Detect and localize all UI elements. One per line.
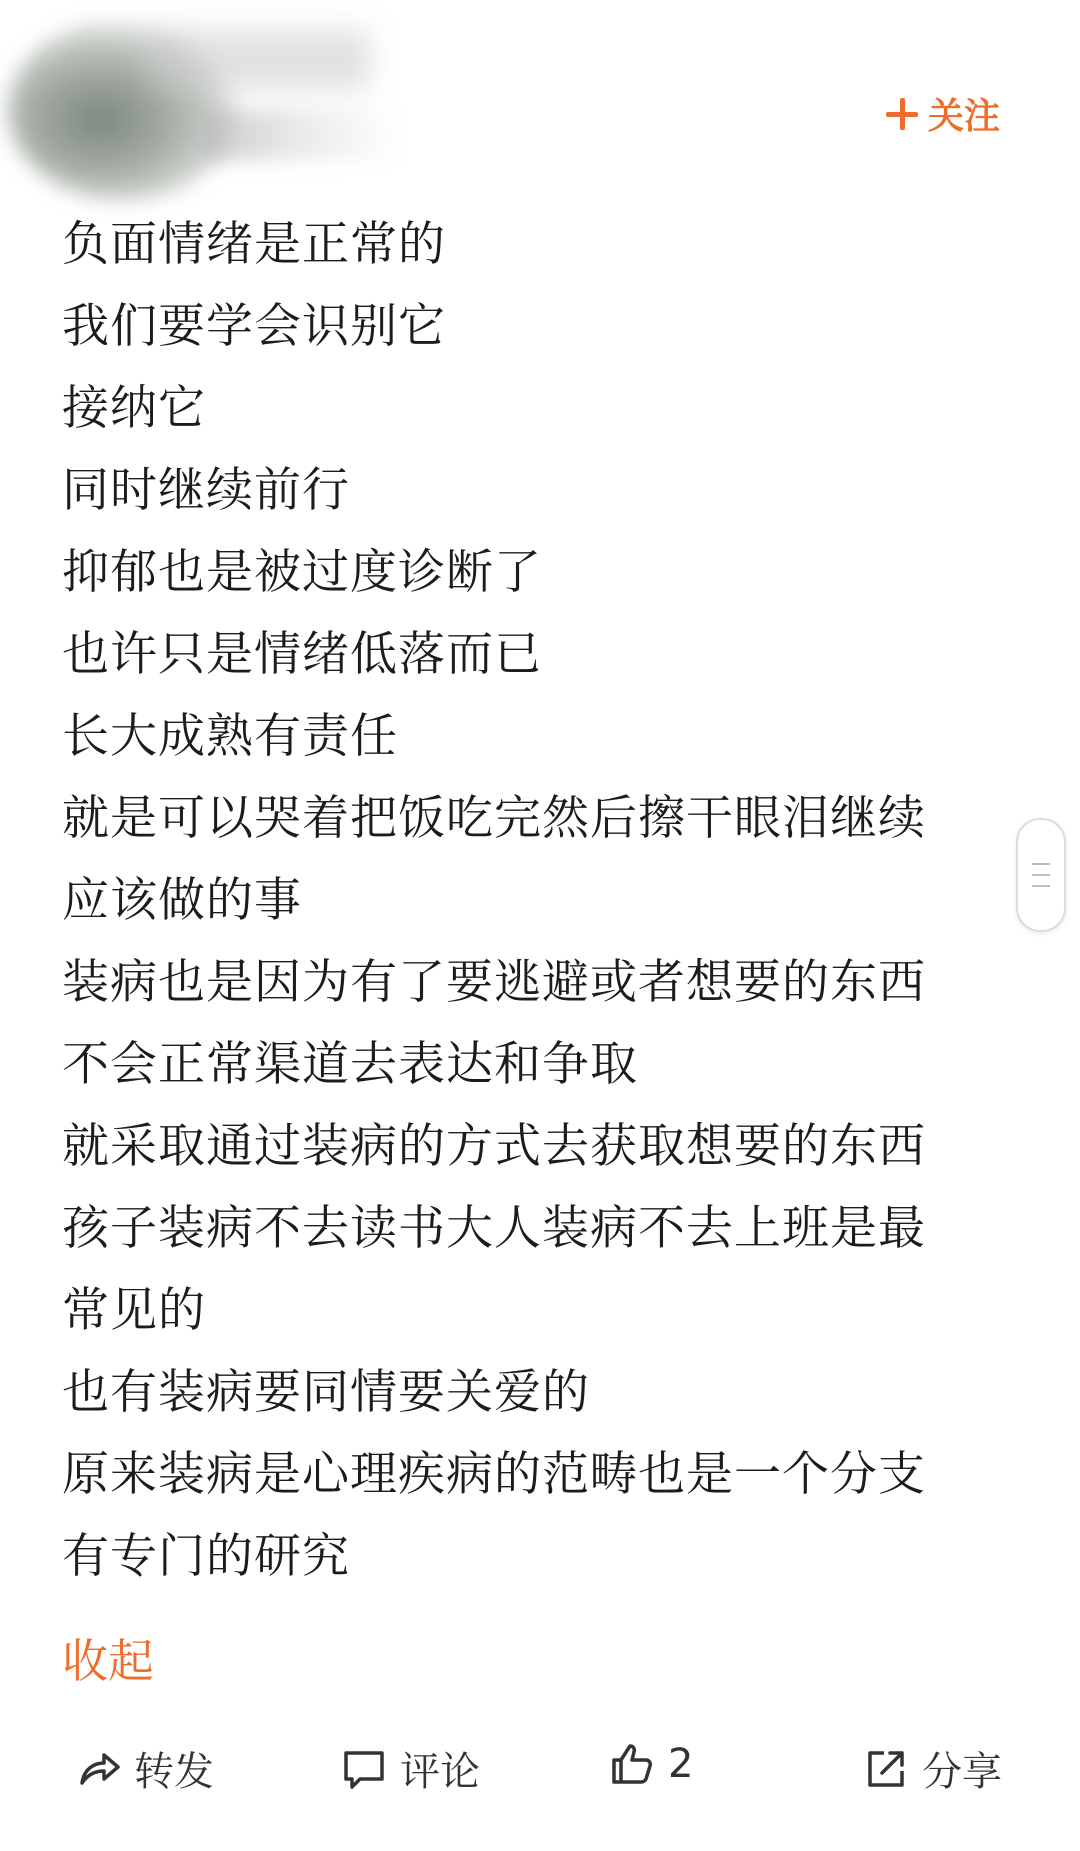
thumbs-up-icon bbox=[608, 1740, 656, 1788]
collapse-link[interactable]: 收起 bbox=[62, 1634, 154, 1688]
post-line: 同时继续前行 bbox=[62, 463, 350, 518]
post-header bbox=[0, 0, 1080, 210]
post-line: 就采取通过装病的方式去获取想要的东西 bbox=[62, 1119, 926, 1174]
post-line: 孩子装病不去读书大人装病不去上班是最 bbox=[62, 1201, 926, 1256]
repost-arrow-icon bbox=[74, 1745, 122, 1793]
like-count: 2 bbox=[668, 1741, 694, 1787]
post-line: 应该做的事 bbox=[62, 873, 302, 928]
like-button[interactable] bbox=[608, 1740, 693, 1788]
post-line: 装病也是因为有了要逃避或者想要的东西 bbox=[62, 955, 926, 1010]
post-line: 也许只是情绪低落而已 bbox=[62, 627, 542, 682]
post-line: 长大成熟有责任 bbox=[62, 709, 398, 764]
post-line: 负面情绪是正常的 bbox=[62, 217, 446, 272]
post-text bbox=[62, 204, 1022, 1598]
post-line: 也有装病要同情要关爱的 bbox=[62, 1365, 590, 1420]
scroll-handle[interactable] bbox=[1016, 818, 1066, 932]
post-line: 有专门的研究 bbox=[62, 1529, 350, 1584]
share-button[interactable] bbox=[862, 1740, 1002, 1797]
repost-button[interactable] bbox=[74, 1740, 214, 1797]
comment-bubble-icon bbox=[340, 1745, 388, 1793]
blurred-meta bbox=[200, 110, 400, 160]
share-box-icon bbox=[862, 1745, 910, 1793]
plus-icon bbox=[886, 98, 918, 130]
post-line: 接纳它 bbox=[62, 381, 206, 436]
post-line: 我们要学会识别它 bbox=[62, 299, 446, 354]
post-line: 原来装病是心理疾病的范畴也是一个分支 bbox=[62, 1447, 926, 1502]
post-line: 不会正常渠道去表达和争取 bbox=[62, 1037, 638, 1092]
follow-button[interactable] bbox=[886, 88, 1000, 139]
share-label: 分享 bbox=[922, 1749, 1002, 1795]
blurred-username bbox=[150, 30, 370, 90]
comment-button[interactable] bbox=[340, 1740, 480, 1797]
repost-label: 转发 bbox=[134, 1749, 214, 1795]
post-line: 常见的 bbox=[62, 1283, 206, 1338]
grip-icon bbox=[1032, 863, 1050, 887]
follow-label: 关注 bbox=[927, 96, 1000, 137]
post-line: 抑郁也是被过度诊断了 bbox=[62, 545, 542, 600]
comment-label: 评论 bbox=[400, 1749, 480, 1795]
post-line: 就是可以哭着把饭吃完然后擦干眼泪继续 bbox=[62, 791, 926, 846]
action-bar bbox=[0, 1740, 1080, 1810]
